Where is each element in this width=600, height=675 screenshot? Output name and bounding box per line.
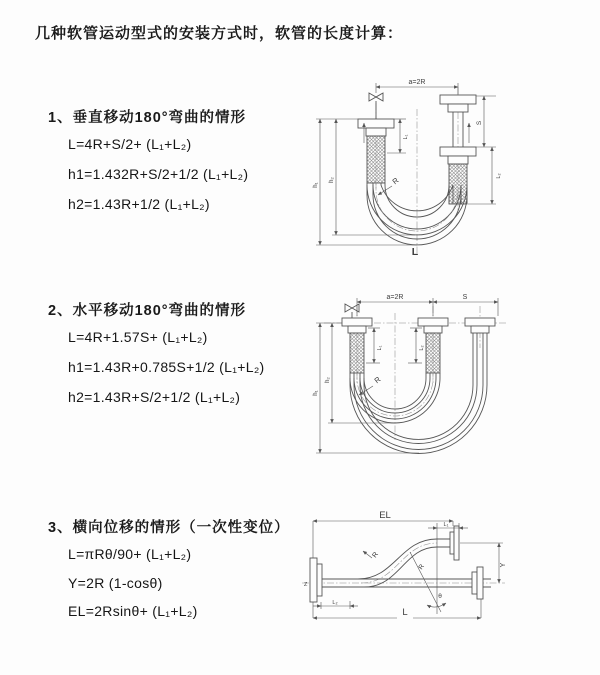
diagram-lateral-displacement	[300, 506, 600, 636]
radius-label: R	[390, 175, 401, 187]
upper-right-flange	[450, 526, 459, 560]
length-label: L	[411, 246, 419, 258]
dim-label-l1: L₁	[403, 134, 409, 140]
dimension-labels	[304, 510, 507, 618]
section-1-formula-h1: h1=1.432R+S/2+1/2 (L₁+L₂)	[68, 166, 249, 182]
dim-label-s: S	[476, 120, 483, 126]
datum-mark: Z	[304, 582, 308, 588]
hose-drawing	[316, 298, 508, 454]
dim-label-s: S	[462, 294, 468, 301]
section-2-formula-L: L=4R+1.57S+ (L₁+L₂)	[68, 329, 208, 345]
dim-label-l2: L₂	[496, 173, 502, 179]
dimension-labels	[313, 294, 468, 396]
section-3-formula-L: L=πRθ/90+ (L₁+L₂)	[68, 546, 192, 562]
left-braid-section	[350, 333, 364, 373]
middle-flange	[418, 318, 448, 333]
dim-label-a2r: a=2R	[386, 294, 404, 301]
right-flange-moved	[465, 318, 495, 333]
section-2-formula-h1: h1=1.43R+0.785S+1/2 (L₁+L₂)	[68, 359, 265, 375]
hose-s-curve	[358, 539, 450, 587]
dim-label-h1: h₁	[313, 182, 319, 188]
dim-label-l1: L₁	[377, 345, 383, 351]
section-3-heading: 3、横向位移的情形（一次性变位）	[48, 520, 290, 536]
left-flange	[342, 318, 372, 333]
page-title: 几种软管运动型式的安装方式时，软管的长度计算：	[35, 25, 404, 42]
left-flange	[358, 119, 394, 136]
section-1-formula-L: L=4R+S/2+ (L₁+L₂)	[68, 136, 192, 152]
section-3-formula-Y: Y=2R (1-cosθ)	[68, 575, 163, 591]
lower-right-flange	[472, 567, 483, 599]
right-flange-upper	[440, 95, 476, 112]
radius-label-line: R	[417, 563, 426, 572]
dim-label-l1: L₁	[443, 522, 449, 528]
dimension-lines	[313, 521, 503, 618]
radius-label: R	[372, 374, 383, 386]
dim-label-h2: h₂	[325, 377, 331, 383]
dim-label-h2: h₂	[329, 177, 335, 183]
diagram-vertical-travel	[312, 73, 564, 259]
hose-drawing	[316, 83, 496, 254]
radius-leader	[363, 551, 372, 558]
section-1-formula-h2: h2=1.43R+1/2 (L₁+L₂)	[68, 196, 210, 212]
section-1-heading: 1、垂直移动180°弯曲的情形	[48, 110, 247, 126]
dimension-lines	[316, 83, 496, 245]
angle-construction	[410, 523, 446, 614]
dim-label-y: Y	[500, 562, 507, 568]
left-flange	[310, 558, 322, 602]
valve-icon	[369, 93, 383, 101]
section-2-heading: 2、水平移动180°弯曲的情形	[48, 303, 247, 319]
left-braid-section	[367, 136, 385, 183]
dim-label-l: L	[402, 607, 408, 618]
dimension-labels	[313, 79, 502, 258]
dim-label-l2: L₂	[332, 600, 338, 606]
radius-label-hose: R	[371, 551, 381, 560]
dim-label-h1: h₁	[313, 390, 319, 396]
dim-label-el: EL	[379, 510, 391, 521]
middle-braid-section	[426, 333, 440, 373]
right-flange-lower	[440, 147, 476, 164]
section-2-formula-h2: h2=1.43R+S/2+1/2 (L₁+L₂)	[68, 389, 241, 405]
angle-label: θ	[438, 593, 442, 600]
diagram-horizontal-travel	[312, 288, 598, 463]
dim-label-l2: L₂	[419, 345, 425, 351]
section-3-formula-EL: EL=2Rsinθ+ (L₁+L₂)	[68, 603, 198, 619]
dim-label-a2r: a=2R	[408, 79, 426, 86]
